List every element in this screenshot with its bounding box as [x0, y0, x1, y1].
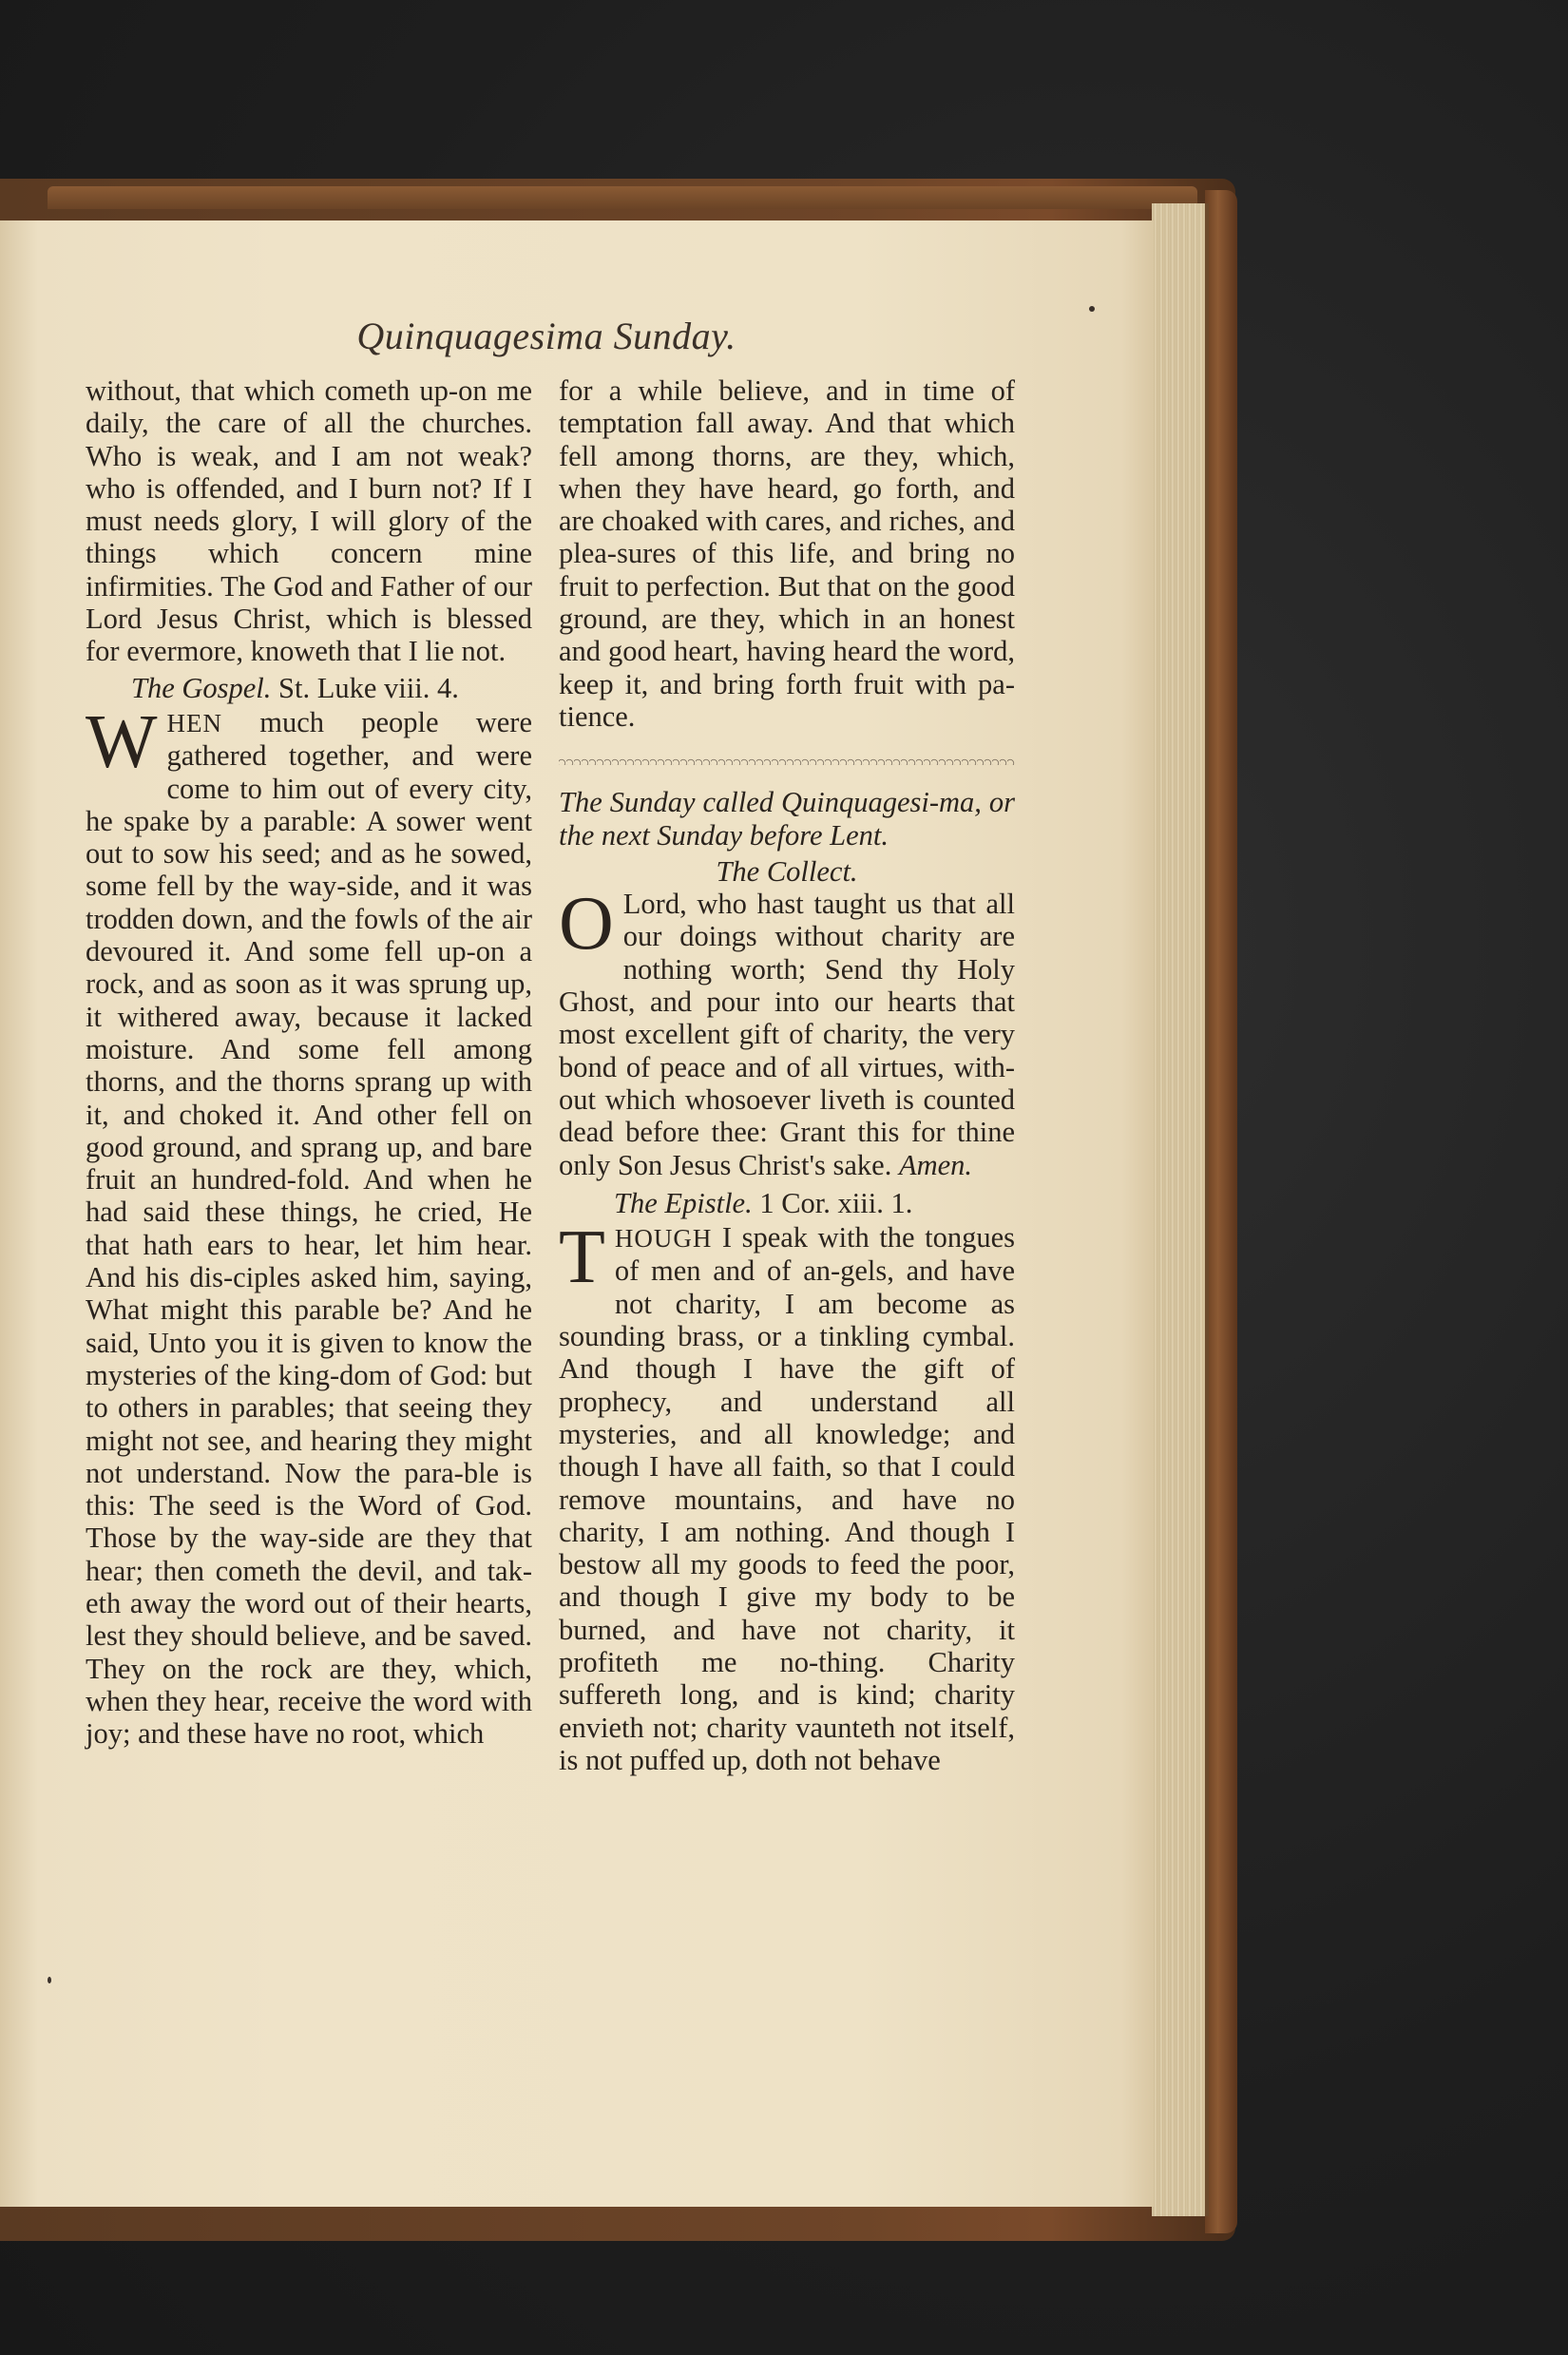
collect-heading: The Collect.: [716, 854, 858, 888]
gospel-opening-caps: HEN: [166, 708, 223, 737]
epistle-reference: 1 Cor. xiii. 1.: [759, 1186, 913, 1219]
left-column: [86, 374, 532, 1750]
epistle-label: The Epistle.: [614, 1186, 753, 1219]
page-edges: [1152, 203, 1209, 2216]
ink-speck: [1089, 306, 1095, 312]
sunday-title: The Sunday called Quinquagesi-ma, or the next Sunday before Lent.: [559, 786, 1015, 852]
running-header: Quinquagesima Sunday.: [356, 315, 736, 357]
collect-dropcap: O: [559, 882, 614, 967]
gospel-label: The Gospel.: [131, 671, 272, 704]
ink-speck: [48, 1977, 51, 1983]
epistle-continuation: without, that which cometh up-on me daily, the care of all the churches. Who is weak, and I am not weak? who is offended, and I burn not? If I must needs glory, I will glory of the things which concern mine infirmities. The God and Father of our Lord Jesus Christ, which is blessed for evermore, knoweth that I lie not.: [86, 374, 532, 668]
collect-amen: Amen.: [898, 1148, 973, 1181]
gospel-body: much people were gathered together, and were come to him out of every city, he spake by a parable: A sower went out to sow his seed; and as he sowed, some fell by the way-side, and it was trodden down, and the fowls of the air devoured it. And some fell up-on a rock, and as soon as it was sprung up, it withered away, because it lacked moisture. And some fell among thorns, and the thorns sprang up with it, and choked it. And other fell on good ground, and sprang up, and bare fruit an hundred-fold. And when he had said these things, he cried, He that hath ears to hear, let him hear. And his dis-ciples asked him, saying, What might this parable be? And he said, Unto you it is given to know the mysteries of the king-dom of God: but to others in parables; that seeing they might not see, and hearing they might not understand. Now the para-ble is this: The seed is the Word of God. Those by the way-side are they that hear; then cometh the devil, and tak-eth away the word out of their hearts, lest they should believe, and be saved. They on the rock are they, which, when they hear, receive the word with joy; and these have no root, which: [86, 705, 532, 1751]
section-divider: [559, 756, 1015, 765]
gospel-heading: [86, 672, 532, 704]
book-fore-edge-binding: [1205, 190, 1237, 2233]
collect-text: [559, 882, 1015, 1181]
cover-top-edge: [48, 186, 1197, 209]
epistle-dropcap: T: [559, 1216, 605, 1300]
gospel-continuation: for a while believe, and in time of temptation fall away. And that which fell among thorns, are they, which, when they have heard, go forth, and are choaked with cares, and riches, and plea-sures of this life, and bring no fruit to perfection. But that on the good ground, are they, which in an honest and good heart, having heard the word, keep it, and bring forth fruit with pa-tience.: [559, 374, 1015, 733]
epistle-text: [559, 1216, 1015, 1776]
gospel-reference: St. Luke viii. 4.: [278, 671, 459, 704]
epistle-body: I speak with the tongues of men and of an-gels, and have not charity, I am become as sounding brass, or a tinkling cymbal. And though I have the gift of prophecy, and understand all mysteries, and all knowledge; and though I have all faith, so that I could remove mountains, and have no charity, I am nothing. And though I bestow all my goods to feed the poor, and though I give my body to be burned, and have not charity, it profiteth me no-thing. Charity suffereth long, and is kind; charity envieth not; charity vaunteth not itself, is not puffed up, doth not behave: [559, 1221, 1015, 1776]
collect-body: Lord, who hast taught us that all our doings without charity are nothing worth; Send thy Holy Ghost, and pour into our hearts that most excellent gift of charity, the very bond of peace and of all virtues, with-out which whosoever liveth is counted dead before thee: Grant this for thine only Son Jesus Christ's sake.: [559, 888, 1015, 1181]
right-column: [559, 374, 1015, 1776]
epistle-opening-caps: HOUGH: [614, 1224, 713, 1254]
gospel-dropcap: W: [86, 699, 158, 784]
gospel-text: [86, 699, 532, 1751]
epistle-heading: [559, 1187, 1015, 1219]
